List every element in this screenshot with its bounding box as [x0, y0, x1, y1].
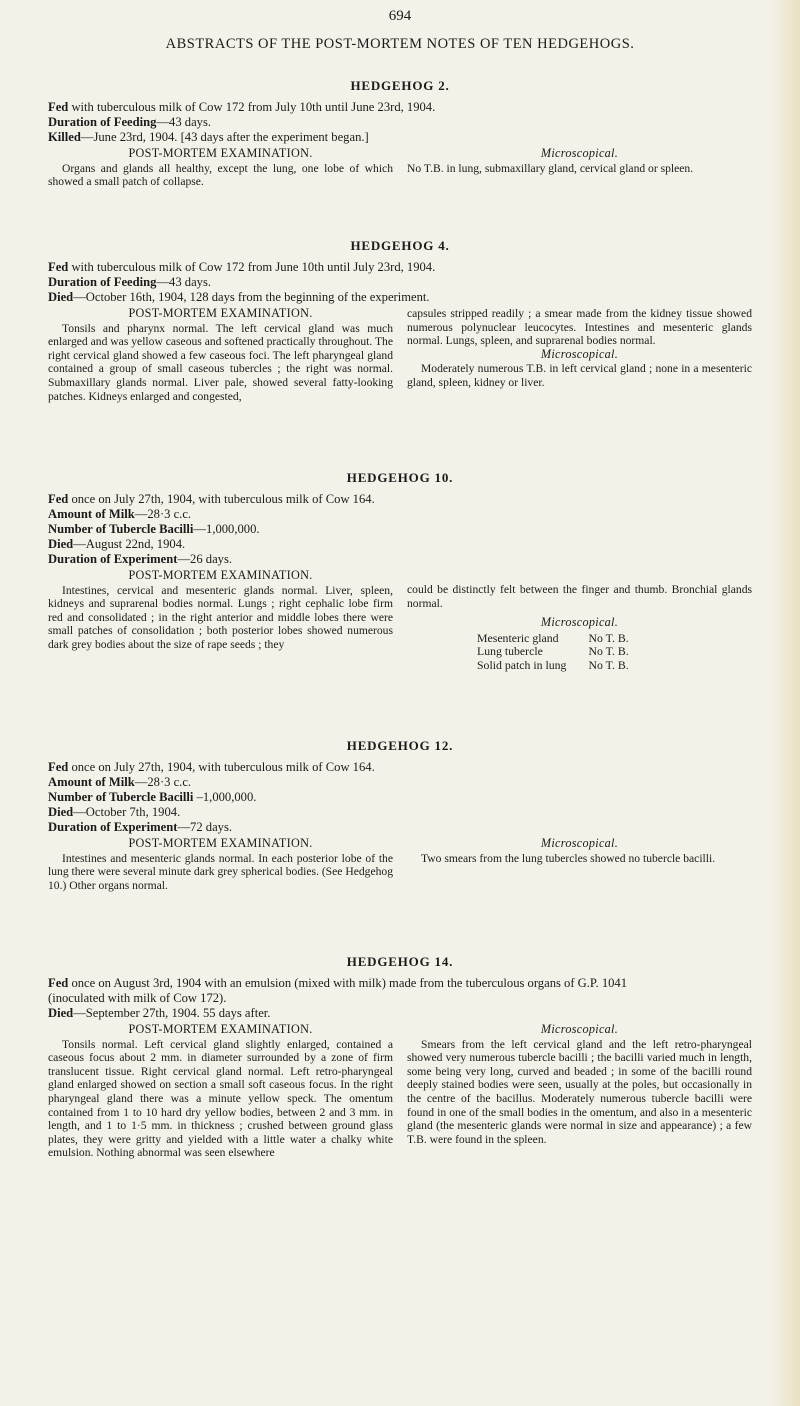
- postmortem-heading: POST-MORTEM EXAMINATION.: [128, 836, 313, 850]
- fed-text: with tuberculous milk of Cow 172 from July 10th until June 23rd, 1904.: [68, 100, 436, 114]
- hedgehog-4-title: HEDGEHOG 4.: [350, 238, 450, 253]
- fed-text: with tuberculous milk of Cow 172 from June 10th until July 23rd, 1904.: [68, 260, 436, 274]
- hedgehog-10-amount: [48, 507, 752, 522]
- fed-label: Fed: [48, 760, 69, 774]
- hedgehog-10-duration: [48, 552, 752, 567]
- postmortem-heading: POST-MORTEM EXAMINATION.: [128, 146, 313, 160]
- microscopical-text: No T.B. in lung, submaxillary gland, cervical gland or spleen.: [407, 161, 694, 175]
- result-value: No T. B.: [588, 657, 629, 672]
- hedgehog-2-title: HEDGEHOG 2.: [350, 78, 450, 93]
- duration-label: Duration of Experiment: [48, 552, 178, 566]
- postmortem-text: Intestines, cervical and mesenteric glands normal. Liver, spleen, kidneys and suprarenal bodies normal. Lungs ; right cephalic lobe firm red and consolidated ; in the right anterior and middle lobes there were small patches of consolidation ; both posterior lobes showed numerous dark grey bodies about the size of rape seeds ; they: [48, 583, 393, 651]
- hedgehog-4-duration: [48, 275, 752, 290]
- hedgehog-10-section: [48, 470, 752, 672]
- killed-text: —June 23rd, 1904. [43 days after the experiment began.]: [80, 130, 369, 144]
- hedgehog-12-microscopical: [407, 837, 752, 892]
- number-label: Number of Tubercle Bacilli: [48, 522, 194, 536]
- microscopical-heading: Microscopical.: [540, 1022, 619, 1036]
- duration-text: —43 days.: [156, 275, 212, 289]
- microscopical-text: Smears from the left cervical gland and the left retro-pharyngeal showed very numerous tubercle bacilli ; the bacilli varied much in length, some being very long, curved and beaded ; in some of the bacilli round deeply stained bodies were seen, usually at the poles, but occasionally in the centre of the bacillus. Moderately numerous tubercle bacilli were found in one of the small bodies in the omentum, and also in a mesenteric gland (the mesenteric glands were normal in size and appearance) ; a few T.B. were found in the spleen.: [407, 1037, 752, 1146]
- died-label: Died: [48, 805, 74, 819]
- hedgehog-14-microscopical: [407, 1023, 752, 1160]
- hedgehog-12-title: HEDGEHOG 12.: [346, 738, 454, 753]
- postmortem-continued-text: capsules stripped readily ; a smear made from the kidney tissue showed numerous polynuclear leucocytes. Intestines and mesenteric glands normal. Lungs, spleen, and suprarenal bodies normal.: [407, 307, 752, 348]
- died-text: —September 27th, 1904. 55 days after.: [73, 1006, 271, 1020]
- hedgehog-4-fed: [48, 260, 752, 275]
- microscopical-heading: Microscopical.: [540, 346, 619, 361]
- hedgehog-12-section: [48, 738, 752, 892]
- fed-text: once on August 3rd, 1904 with an emulsion (mixed with milk) made from the tuberculous organs of G.P. 1041: [68, 976, 628, 990]
- amount-label: Amount of Milk: [48, 507, 135, 521]
- amount-text: —28·3 c.c.: [134, 775, 192, 789]
- hedgehog-12-fed: [48, 760, 752, 775]
- result-value: No T. B.: [588, 644, 629, 659]
- hedgehog-14-died: [48, 1006, 752, 1021]
- hedgehog-14-fed: [48, 976, 752, 991]
- duration-label: Duration of Experiment: [48, 820, 178, 834]
- hedgehog-14-columns: [48, 1023, 752, 1160]
- microscopical-text: Two smears from the lung tubercles showed no tubercle bacilli.: [421, 851, 716, 865]
- hedgehog-12-columns: [48, 837, 752, 892]
- amount-label: Amount of Milk: [48, 775, 135, 789]
- fed-label: Fed: [48, 492, 69, 506]
- hedgehog-2-duration: [48, 115, 752, 130]
- hedgehog-2-section: [48, 78, 752, 189]
- fed-label: Fed: [48, 260, 69, 274]
- hedgehog-10-postmortem: [48, 569, 393, 672]
- hedgehog-4-columns: [48, 307, 752, 403]
- hedgehog-14-fed-continued: (inoculated with milk of Cow 172).: [48, 991, 227, 1005]
- duration-text: —72 days.: [177, 820, 233, 834]
- table-row: [477, 645, 639, 659]
- postmortem-heading: POST-MORTEM EXAMINATION.: [128, 1022, 313, 1036]
- hedgehog-10-fed: [48, 492, 752, 507]
- table-row: [477, 659, 639, 673]
- hedgehog-10-number: [48, 522, 752, 537]
- postmortem-heading: POST-MORTEM EXAMINATION.: [128, 568, 313, 582]
- hedgehog-10-died: [48, 537, 752, 552]
- hedgehog-2-postmortem: [48, 147, 393, 189]
- fed-label: Fed: [48, 100, 69, 114]
- died-text: —August 22nd, 1904.: [73, 537, 186, 551]
- hedgehog-2-columns: [48, 147, 752, 189]
- died-label: Died: [48, 290, 74, 304]
- died-label: Died: [48, 537, 74, 551]
- hedgehog-2-fed: [48, 100, 752, 115]
- hedgehog-10-microscopical: [407, 569, 752, 672]
- microscopical-heading: Microscopical.: [540, 615, 619, 630]
- postmortem-continued-text: could be distinctly felt between the finger and thumb. Bronchial glands normal.: [407, 583, 752, 610]
- fed-text: once on July 27th, 1904, with tuberculous milk of Cow 164.: [68, 492, 375, 506]
- microscopical-heading: Microscopical.: [540, 146, 619, 160]
- hedgehog-12-postmortem: [48, 837, 393, 892]
- hedgehog-10-title: HEDGEHOG 10.: [346, 470, 454, 485]
- postmortem-text: Organs and glands all healthy, except the lung, one lobe of which showed a small patch of collapse.: [48, 161, 393, 189]
- hedgehog-14-title: HEDGEHOG 14.: [346, 954, 454, 969]
- result-item: Lung tubercle: [477, 644, 543, 659]
- hedgehog-12-number: [48, 790, 752, 805]
- duration-label: Duration of Feeding: [48, 115, 157, 129]
- hedgehog-12-duration: [48, 820, 752, 835]
- hedgehog-4-section: [48, 238, 752, 403]
- died-text: —October 7th, 1904.: [73, 805, 181, 819]
- hedgehog-12-amount: [48, 775, 752, 790]
- number-label: Number of Tubercle Bacilli: [48, 790, 194, 804]
- hedgehog-4-died: [48, 290, 752, 305]
- postmortem-text: Tonsils normal. Left cervical gland slightly enlarged, contained a caseous focus about 2 mm. in diameter surrounded by a zone of firm translucent tissue. Right cervical gland normal. Left retro-pharyngeal gland enlarged showed on section a small soft caseous focus. In the right pharyngeal gland there was a minute yellow speck. The omentum contained from 1 to 10 hard dry yellow bodies, between 2 and 3 mm. in length, and 1 to 1·5 mm. in thickness ; crushed between ground glass plates, they were gritty and yielded with a little water a chalky white emulsion. Nothing abnormal was seen elsewhere: [48, 1037, 393, 1160]
- number-text: –1,000,000.: [193, 790, 257, 804]
- hedgehog-10-columns: [48, 569, 752, 672]
- amount-text: —28·3 c.c.: [134, 507, 192, 521]
- fed-text: once on July 27th, 1904, with tuberculous milk of Cow 164.: [68, 760, 375, 774]
- microscopical-text: Moderately numerous T.B. in left cervical gland ; none in a mesenteric gland, spleen, kidney or liver.: [407, 362, 752, 389]
- result-item: Mesenteric gland: [477, 630, 559, 645]
- microscopical-results-table: [477, 632, 639, 673]
- died-label: Died: [48, 1006, 74, 1020]
- died-text: —October 16th, 1904, 128 days from the beginning of the experiment.: [73, 290, 430, 304]
- postmortem-text: Intestines and mesenteric glands normal. In each posterior lobe of the lung there were several minute dark grey spherical bodies. (See Hedgehog 10.) Other organs normal.: [48, 851, 393, 892]
- killed-label: Killed: [48, 130, 81, 144]
- table-row: [477, 632, 639, 646]
- postmortem-text: Tonsils and pharynx normal. The left cervical gland was much enlarged and was yellow caseous and softened practically throughout. The right cervical gland showed a few caseous foci. The left pharyngeal gland contained a group of small caseous tubercles ; the right was normal. Submaxillary glands normal. Liver pale, showed several fatty-looking patches. Kidneys enlarged and congested,: [48, 321, 393, 403]
- page-number: 694: [388, 8, 412, 24]
- page-edge-shading: [770, 0, 800, 1406]
- fed-label: Fed: [48, 976, 69, 990]
- hedgehog-4-microscopical: [407, 307, 752, 403]
- hedgehog-12-died: [48, 805, 752, 820]
- duration-label: Duration of Feeding: [48, 275, 157, 289]
- hedgehog-2-killed: [48, 130, 752, 145]
- running-header: ABSTRACTS OF THE POST-MORTEM NOTES OF TEN HEDGEHOGS.: [165, 36, 635, 52]
- result-item: Solid patch in lung: [477, 657, 567, 672]
- microscopical-heading: Microscopical.: [540, 836, 619, 850]
- hedgehog-4-postmortem: [48, 307, 393, 403]
- hedgehog-14-section: [48, 954, 752, 1160]
- hedgehog-14-postmortem: [48, 1023, 393, 1160]
- hedgehog-2-microscopical: [407, 147, 752, 189]
- duration-text: —26 days.: [177, 552, 233, 566]
- result-value: No T. B.: [588, 630, 629, 645]
- number-text: —1,000,000.: [193, 522, 260, 536]
- postmortem-heading: POST-MORTEM EXAMINATION.: [128, 306, 313, 320]
- duration-text: —43 days.: [156, 115, 212, 129]
